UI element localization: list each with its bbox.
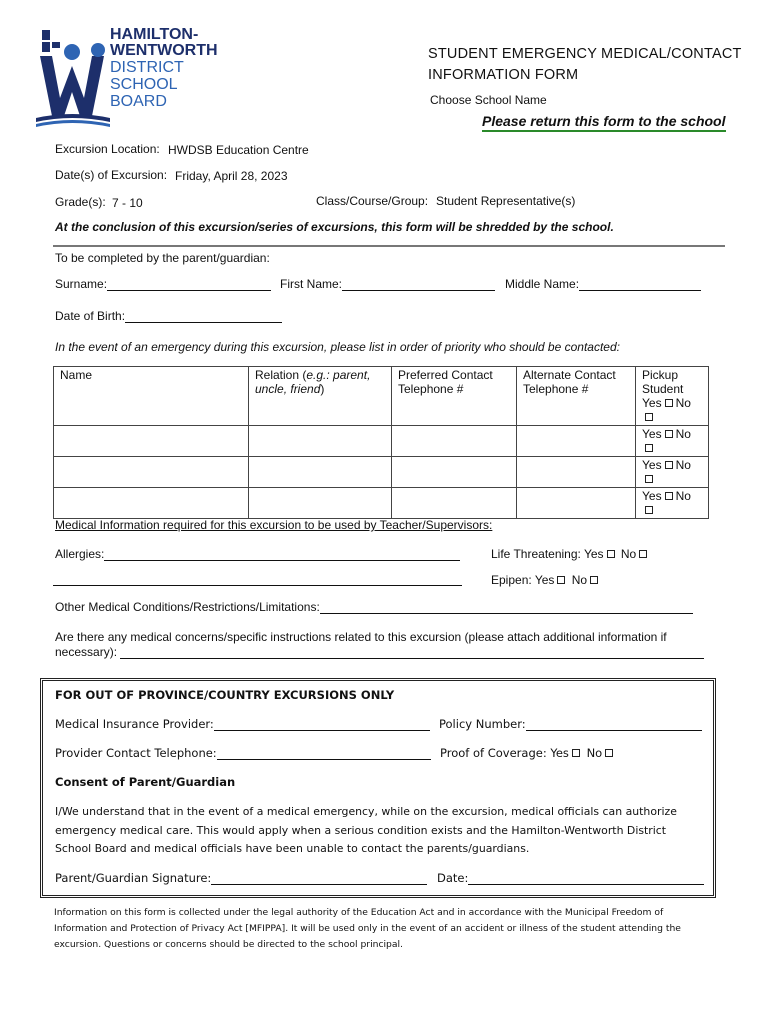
date-line[interactable] (468, 872, 704, 885)
contact-preferred-cell[interactable] (392, 426, 517, 457)
surname-line[interactable] (107, 278, 271, 291)
logo-text-hamilton: HAMILTON- (110, 26, 199, 43)
allergies-line-2[interactable] (53, 585, 462, 586)
shred-notice: At the conclusion of this excursion/series of excursions, this form will be shredded by the school. (55, 220, 614, 234)
col-preferred-header: Preferred Contact Telephone # (392, 367, 517, 426)
concerns-label: necessary): (55, 645, 118, 659)
col-relation-header: Relation (e.g.: parent, uncle, friend) (249, 367, 392, 426)
logo-emblem-icon (32, 26, 112, 130)
concerns-line[interactable] (120, 646, 704, 659)
other-conditions-field[interactable] (55, 600, 693, 614)
provider-phone-label: Provider Contact Telephone: (55, 746, 217, 760)
col-pickup-header: Pickup Student Yes No (636, 367, 709, 426)
no-checkbox[interactable] (645, 475, 653, 483)
dob-line[interactable] (125, 310, 282, 323)
no-checkbox[interactable] (645, 506, 653, 514)
dob-label: Date of Birth: (55, 309, 126, 323)
no-checkbox[interactable] (590, 576, 598, 584)
middle-name-field[interactable] (505, 277, 701, 291)
dob-field[interactable] (55, 309, 282, 323)
contact-preferred-cell[interactable] (392, 488, 517, 519)
consent-line2: emergency medical care. This would apply when a serious condition exists and the Hamilton-Wentworth District (55, 824, 667, 837)
excursion-dates-value[interactable]: Friday, April 28, 2023 (175, 169, 288, 183)
col-name-header: Name (54, 367, 249, 426)
pickup-option[interactable]: Yes No (636, 457, 709, 488)
excursion-location-label: Excursion Location: (55, 142, 160, 156)
medical-heading: Medical Information required for this excursion to be used by Teacher/Supervisors: (55, 518, 493, 532)
yes-checkbox[interactable] (665, 430, 673, 438)
first-name-line[interactable] (342, 278, 495, 291)
contact-preferred-cell[interactable] (392, 457, 517, 488)
date-label: Date: (437, 871, 469, 885)
return-notice: Please return this form to the school (482, 113, 726, 132)
signature-field[interactable] (55, 871, 427, 885)
provider-phone-field[interactable] (55, 746, 431, 760)
contact-name-cell[interactable] (54, 457, 249, 488)
yes-checkbox[interactable] (665, 461, 673, 469)
contact-alternate-cell[interactable] (517, 457, 636, 488)
grades-value[interactable]: 7 - 10 (112, 196, 143, 210)
section-divider (53, 245, 725, 247)
col-alternate-header: Alternate Contact Telephone # (517, 367, 636, 426)
yes-checkbox[interactable] (572, 749, 580, 757)
yes-checkbox[interactable] (665, 399, 673, 407)
out-of-province-heading: FOR OUT OF PROVINCE/COUNTRY EXCURSIONS ONLY (55, 688, 395, 702)
policy-number-label: Policy Number: (439, 717, 526, 731)
emergency-contacts-table (53, 366, 709, 519)
no-checkbox[interactable] (639, 550, 647, 558)
school-name-select[interactable]: Choose School Name (430, 93, 547, 107)
contacts-instructions: In the event of an emergency during this excursion, please list in order of priority who should be contacted: (55, 340, 620, 354)
group-label: Class/Course/Group: (316, 194, 429, 208)
logo-text-school: SCHOOL (110, 76, 178, 93)
logo-text-district: DISTRICT (110, 59, 184, 76)
middle-name-label: Middle Name: (505, 277, 580, 291)
pickup-option[interactable]: Yes No (642, 396, 691, 424)
contact-alternate-cell[interactable] (517, 426, 636, 457)
provider-phone-line[interactable] (217, 747, 431, 760)
no-checkbox[interactable] (645, 413, 653, 421)
contact-relation-cell[interactable] (249, 457, 392, 488)
contact-relation-cell[interactable] (249, 426, 392, 457)
excursion-dates-label: Date(s) of Excursion: (55, 168, 168, 182)
contact-alternate-cell[interactable] (517, 488, 636, 519)
table-row (54, 488, 709, 519)
grades-label: Grade(s): (55, 195, 106, 209)
epipen-option[interactable]: Epipen: Yes No (491, 573, 601, 587)
allergies-field[interactable] (55, 547, 460, 561)
consent-heading: Consent of Parent/Guardian (55, 775, 236, 789)
insurance-provider-field[interactable] (55, 717, 430, 731)
form-title-line2: INFORMATION FORM (428, 67, 579, 83)
insurance-provider-label: Medical Insurance Provider: (55, 717, 214, 731)
group-value[interactable]: Student Representative(s) (436, 194, 576, 208)
form-title-line1: STUDENT EMERGENCY MEDICAL/CONTACT (428, 46, 742, 62)
yes-checkbox[interactable] (557, 576, 565, 584)
no-checkbox[interactable] (645, 444, 653, 452)
first-name-label: First Name: (280, 277, 343, 291)
proof-of-coverage-option[interactable]: Proof of Coverage: Yes No (440, 746, 616, 760)
allergies-label: Allergies: (55, 547, 105, 561)
logo-text-board: BOARD (110, 93, 167, 110)
middle-name-line[interactable] (579, 278, 701, 291)
surname-field[interactable] (55, 277, 271, 291)
logo-text-wentworth: WENTWORTH (110, 42, 218, 59)
policy-number-field[interactable] (439, 717, 702, 731)
pickup-option[interactable]: Yes No (636, 426, 709, 457)
yes-checkbox[interactable] (607, 550, 615, 558)
concerns-text-line1: Are there any medical concerns/specific instructions related to this excursion (please attach additional information if (55, 630, 667, 644)
contact-name-cell[interactable] (54, 426, 249, 457)
surname-label: Surname: (55, 277, 108, 291)
consent-line3: School Board and medical officials have been unable to contact the parents/guardians. (55, 842, 530, 855)
concerns-field[interactable] (55, 645, 704, 659)
excursion-location-value[interactable]: HWDSB Education Centre (168, 143, 309, 157)
consent-line1: I/We understand that in the event of a medical emergency, while on the excursion, medical officials can authorize (55, 805, 677, 818)
contact-name-cell[interactable] (54, 488, 249, 519)
privacy-footer-line1: Information on this form is collected under the legal authority of the Education Act and in accordance with the Municipal Freedom of (54, 907, 664, 918)
no-checkbox[interactable] (605, 749, 613, 757)
allergies-line[interactable] (104, 548, 460, 561)
privacy-footer-line2: Information and Protection of Privacy Act [MFIPPA]. It will be used only in the event of an accident or illness of the student attending the (54, 923, 681, 934)
contact-relation-cell[interactable] (249, 488, 392, 519)
other-conditions-label: Other Medical Conditions/Restrictions/Limitations: (55, 600, 320, 614)
insurance-provider-line[interactable] (214, 718, 430, 731)
signature-label: Parent/Guardian Signature: (55, 871, 212, 885)
first-name-field[interactable] (280, 277, 495, 291)
guardian-intro: To be completed by the parent/guardian: (55, 251, 270, 265)
other-conditions-line[interactable] (320, 601, 693, 614)
table-header-row (54, 367, 709, 426)
signature-line[interactable] (211, 872, 427, 885)
date-field[interactable] (437, 871, 704, 885)
policy-number-line[interactable] (526, 718, 702, 731)
life-threatening-option[interactable]: Life Threatening: Yes No (491, 547, 650, 561)
pickup-option[interactable]: Yes No (636, 488, 709, 519)
table-row (54, 457, 709, 488)
yes-checkbox[interactable] (665, 492, 673, 500)
table-row (54, 426, 709, 457)
privacy-footer-line3: excursion. Questions or concerns should be directed to the school principal. (54, 939, 403, 950)
